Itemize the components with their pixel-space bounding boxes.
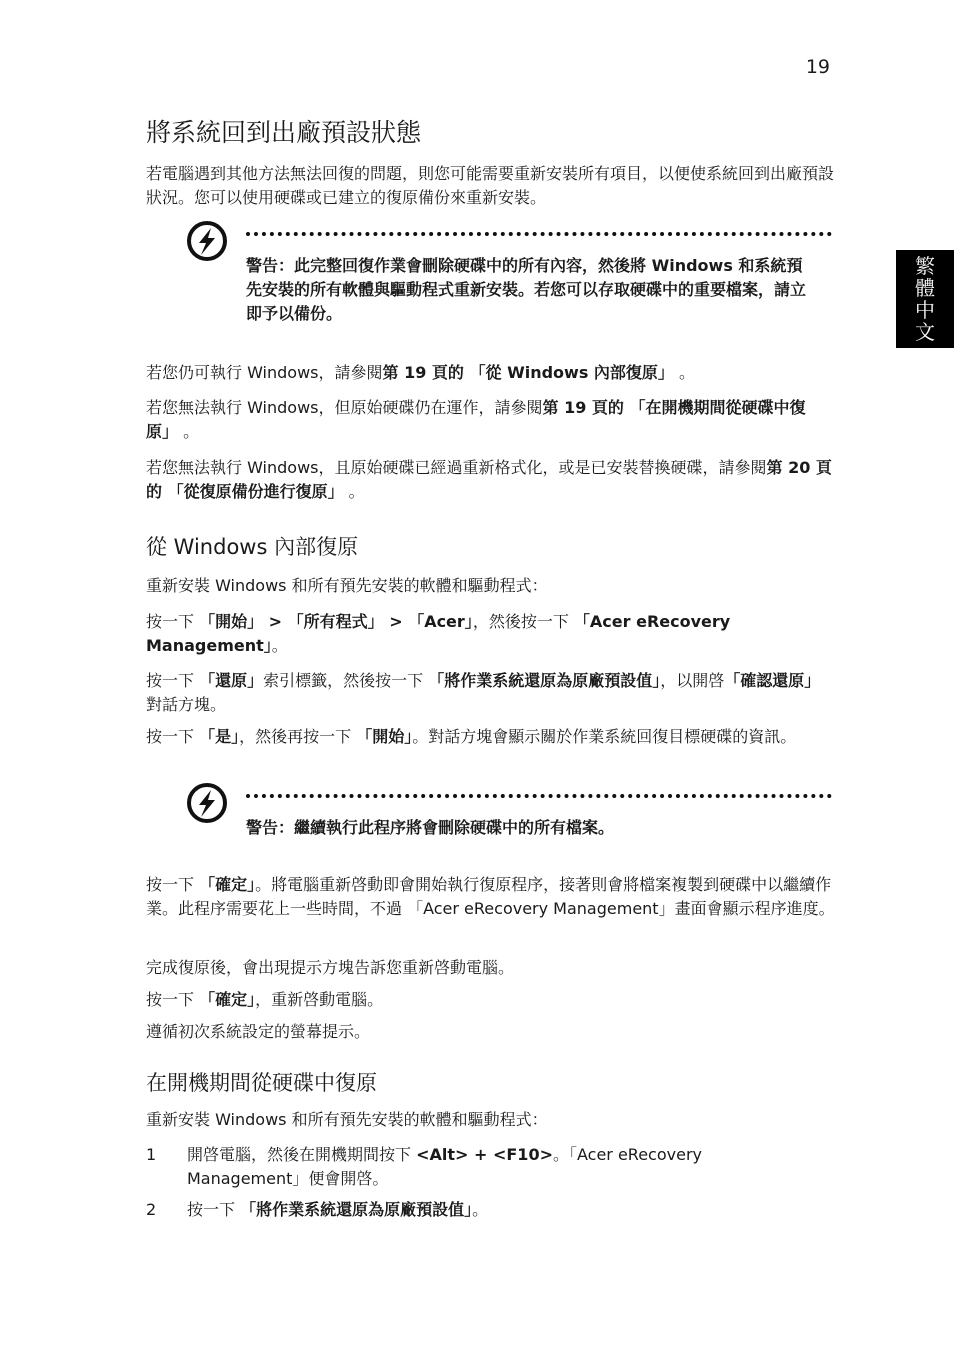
paragraph: 若您仍可執行 Windows，請參閱第 19 頁的 「從 Windows 內部復原」 。 — [146, 363, 696, 382]
instruction-step: 按一下 「是」，然後再按一下 「開始」。對話方塊會顯示關於作業系統回復目標硬碟的資訊。 — [146, 727, 797, 746]
section-title-factory-restore: 將系統回到出廠預設狀態 — [146, 118, 422, 147]
warning-lightning-icon — [186, 220, 228, 262]
step-number: 2 — [146, 1200, 157, 1219]
warning-divider — [246, 232, 832, 236]
instruction-step: 按一下 「還原」索引標籤，然後按一下 「將作業系統還原為原廠預設值」，以開啓「確認還原」對話方塊。 — [146, 671, 821, 714]
section-title-windows-recovery: 從 Windows 內部復原 — [146, 535, 359, 559]
language-tab-char: 體 — [915, 276, 935, 300]
cross-reference: 第 19 頁的 「在開機期間從硬碟中復原」 — [146, 398, 806, 441]
instruction-step: 按一下 「確定」。將電腦重新啓動即會開始執行復原程序，接著則會將檔案複製到硬碟中以繼續作業。此程序需要花上一些時間，不過 「Acer eRecovery Management」畫面會顯示程序進度。 — [146, 875, 835, 918]
warning-divider — [246, 794, 832, 798]
instruction-step: 完成復原後，會出現提示方塊告訴您重新啓動電腦。 — [146, 958, 515, 977]
instruction-step: 按一下 「開始」 > 「所有程式」 > 「Acer」，然後按一下 「Acer eRecovery Management」。 — [146, 612, 731, 655]
paragraph: 若您無法執行 Windows，但原始硬碟仍在運作，請參閱第 19 頁的 「在開機期間從硬碟中復原」 。 — [146, 398, 806, 441]
step-number: 1 — [146, 1145, 157, 1164]
warning-text: 警告：繼續執行此程序將會刪除硬碟中的所有檔案。 — [246, 818, 615, 837]
instruction-step: 按一下 「確定」，重新啓動電腦。 — [146, 990, 384, 1009]
section-intro: 若電腦遇到其他方法無法回復的問題，則您可能需要重新安裝所有項目，以便使系統回到出廠預設狀況。您可以使用硬碟或已建立的復原備份來重新安裝。 — [146, 164, 835, 207]
section-intro: 重新安裝 Windows 和所有預先安裝的軟體和驅動程式： — [146, 576, 548, 595]
section-intro: 重新安裝 Windows 和所有預先安裝的軟體和驅動程式： — [146, 1110, 548, 1129]
step-text: 開啓電腦，然後在開機期間按下 <Alt> + <F10>。「Acer eRecovery Management」便會開啓。 — [187, 1145, 702, 1188]
language-tab-char: 中 — [915, 298, 935, 322]
cross-reference: 第 20 頁的 「從復原備份進行復原」 — [146, 458, 832, 501]
paragraph: 若您無法執行 Windows，且原始硬碟已經過重新格式化，或是已安裝替換硬碟，請參閱第 20 頁的 「從復原備份進行復原」 。 — [146, 458, 832, 501]
warning-text: 警告：此完整回復作業會刪除硬碟中的所有內容，然後將 Windows 和系統預先安裝的所有軟體與驅動程式重新安裝。若您可以存取硬碟中的重要檔案，請立即予以備份。 — [246, 256, 807, 323]
language-tab-char: 文 — [915, 320, 935, 344]
instruction-step: 遵循初次系統設定的螢幕提示。 — [146, 1022, 371, 1041]
language-tab — [896, 250, 954, 348]
page-number: 19 — [805, 56, 830, 78]
cross-reference: 第 19 頁的 「從 Windows 內部復原」 — [382, 363, 674, 382]
warning-lightning-icon — [186, 782, 228, 824]
language-tab-char: 繁 — [915, 254, 935, 278]
section-title-boot-recovery: 在開機期間從硬碟中復原 — [146, 1071, 377, 1095]
step-text: 按一下 「將作業系統還原為原廠預設值」。 — [187, 1200, 489, 1219]
